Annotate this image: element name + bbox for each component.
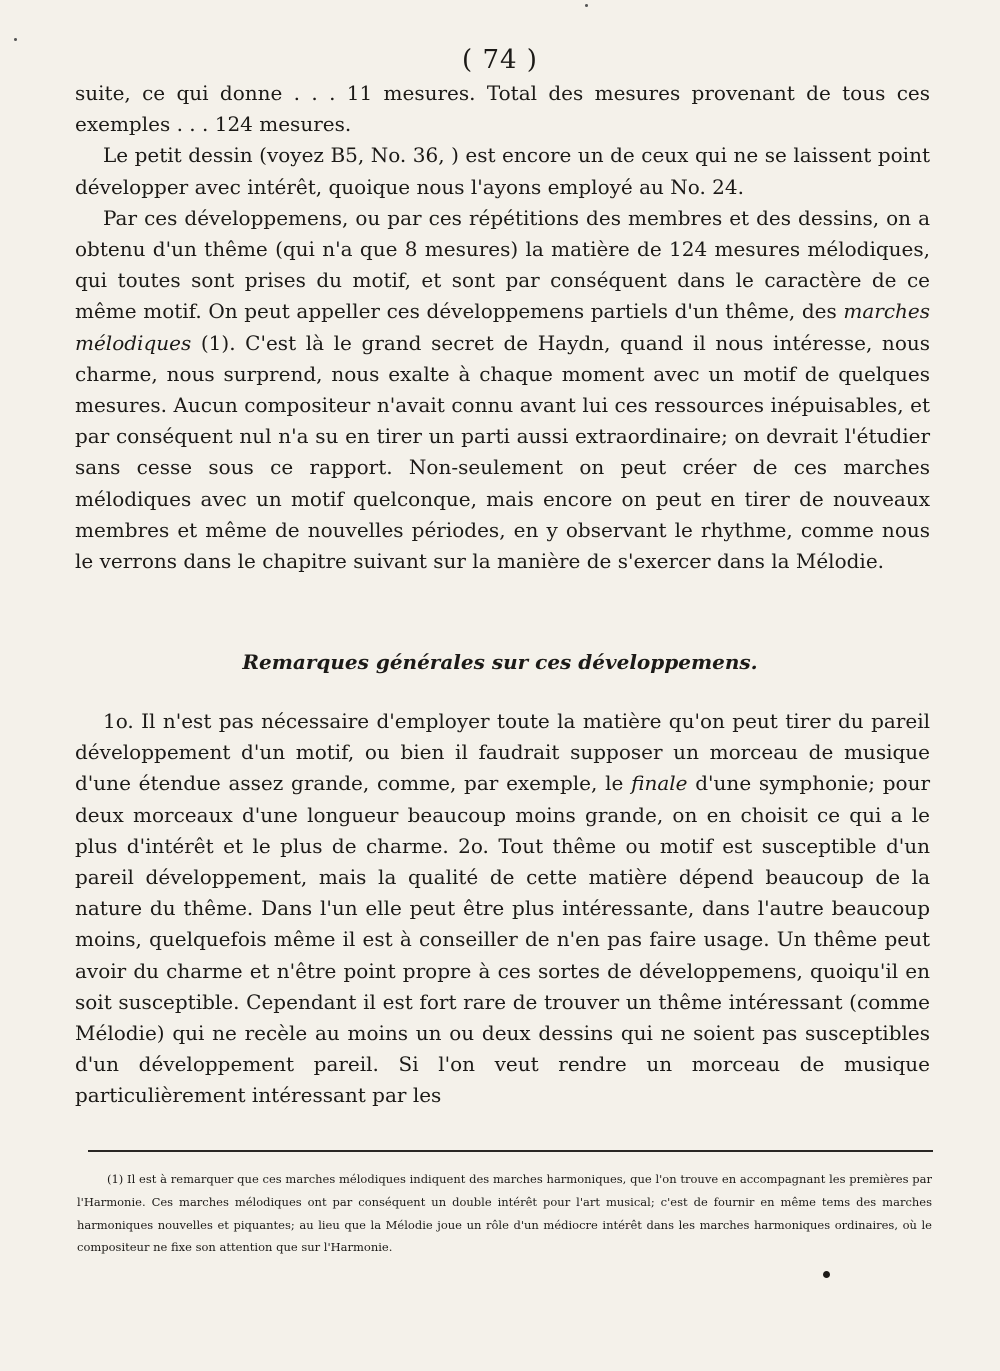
paragraph-4-text-a: 1o. Il n'est pas nécessaire d'employer toute la matière qu'on peut tirer du pareil développement d'un motif, ou bien il faudrait supposer un morceau de musique d'une étendue assez grande, comme, par exemple, le bbox=[75, 709, 930, 796]
paragraph-2: Le petit dessin (voyez B5, No. 36, ) est encore un de ceux qui ne se laissent point développer avec intérêt, quoique nous l'ayons employé au No. 24. bbox=[75, 143, 930, 199]
main-text-block bbox=[75, 78, 930, 577]
ink-spot bbox=[585, 4, 588, 7]
paragraph-3-text-a: Par ces développemens, ou par ces répétitions des membres et des dessins, on a obtenu d'un thême (qui n'a que 8 mesures) la matière de 124 mesures mélodiques, qui toutes sont prises du motif, et sont par conséquent dans le caractère de ce même motif. On peut appeller ces développemens partiels d'un thême, des bbox=[75, 205, 930, 324]
paragraph-3-text-b: (1). C'est là le grand secret de Haydn, quand il nous intéresse, nous charme, nous surprend, nous exalte à chaque moment avec un motif de quelques mesures. Aucun compositeur n'avait connu avant lui ces ressources inépuisables, et par conséquent nul n'a su en tirer un parti aussi extraordinaire; on devrait l'étudier sans cesse sous ce rapport. Non-seulement on peut créer de ces marches mélodiques avec un motif quelconque, mais encore on peut en tirer de nouveaux membres et même de nouvelles périodes, en y observant le rhythme, comme nous le verrons dans le chapitre suivant sur la manière de s'exercer dans la Mélodie. bbox=[75, 330, 931, 574]
paragraph-3-italic: marches mélodiques bbox=[75, 299, 931, 355]
footnote bbox=[77, 1168, 932, 1259]
paragraph-4 bbox=[75, 706, 930, 1112]
footnote-text: (1) Il est à remarquer que ces marches mélodiques indiquent des marches harmoniques, que l'on trouve en accompagnant les premières par l'Harmonie. Ces marches mélodiques ont par conséquent un double intérêt pour l'art musical; c'est de fournir en même tems des marches harmoniques nouvelles et piquantes; au lieu que la Mélodie joue un rôle d'un médiocre intérêt dans les marches harmoniques ordinaires, où le compositeur ne fixe son attention que sur l'Harmonie. bbox=[77, 1172, 932, 1255]
paragraph-4-text-b: d'une symphonie; pour deux morceaux d'une longueur beaucoup moins grande, on en choisit ce qui a le plus d'intérêt et le plus de charme. 2o. Tout thême ou motif est susceptible d'un pareil développement, mais la qualité de cette matière dépend beaucoup de la nature du thême. Dans l'un elle peut être plus intéressante, dans l'autre beaucoup moins, quelquefois même il est à conseiller de n'en pas faire usage. Un thême peut avoir du charme et n'être point propre à ces sortes de développemens, quoiqu'il en soit susceptible. Cependant il est fort rare de trouver un thême intéressant (comme Mélodie) qui ne recèle au moins un ou deux dessins qui ne soient pas susceptibles d'un développement pareil. Si l'on veut rendre un morceau de musique particulièrement intéressant par les bbox=[75, 771, 931, 1108]
ink-spot bbox=[14, 38, 17, 41]
second-text-block bbox=[75, 706, 930, 1112]
ink-dot bbox=[823, 1271, 830, 1278]
paragraph-1: suite, ce qui donne . . . 11 mesures. Total des mesures provenant de tous ces exemples . . . 124 mesures. bbox=[75, 81, 930, 137]
section-heading: Remarques générales sur ces développemens. bbox=[242, 650, 758, 674]
paragraph-3 bbox=[75, 203, 930, 577]
page-number: ( 74 ) bbox=[462, 45, 538, 75]
paragraph-4-italic: finale bbox=[631, 771, 688, 796]
footnote-divider bbox=[88, 1150, 933, 1152]
